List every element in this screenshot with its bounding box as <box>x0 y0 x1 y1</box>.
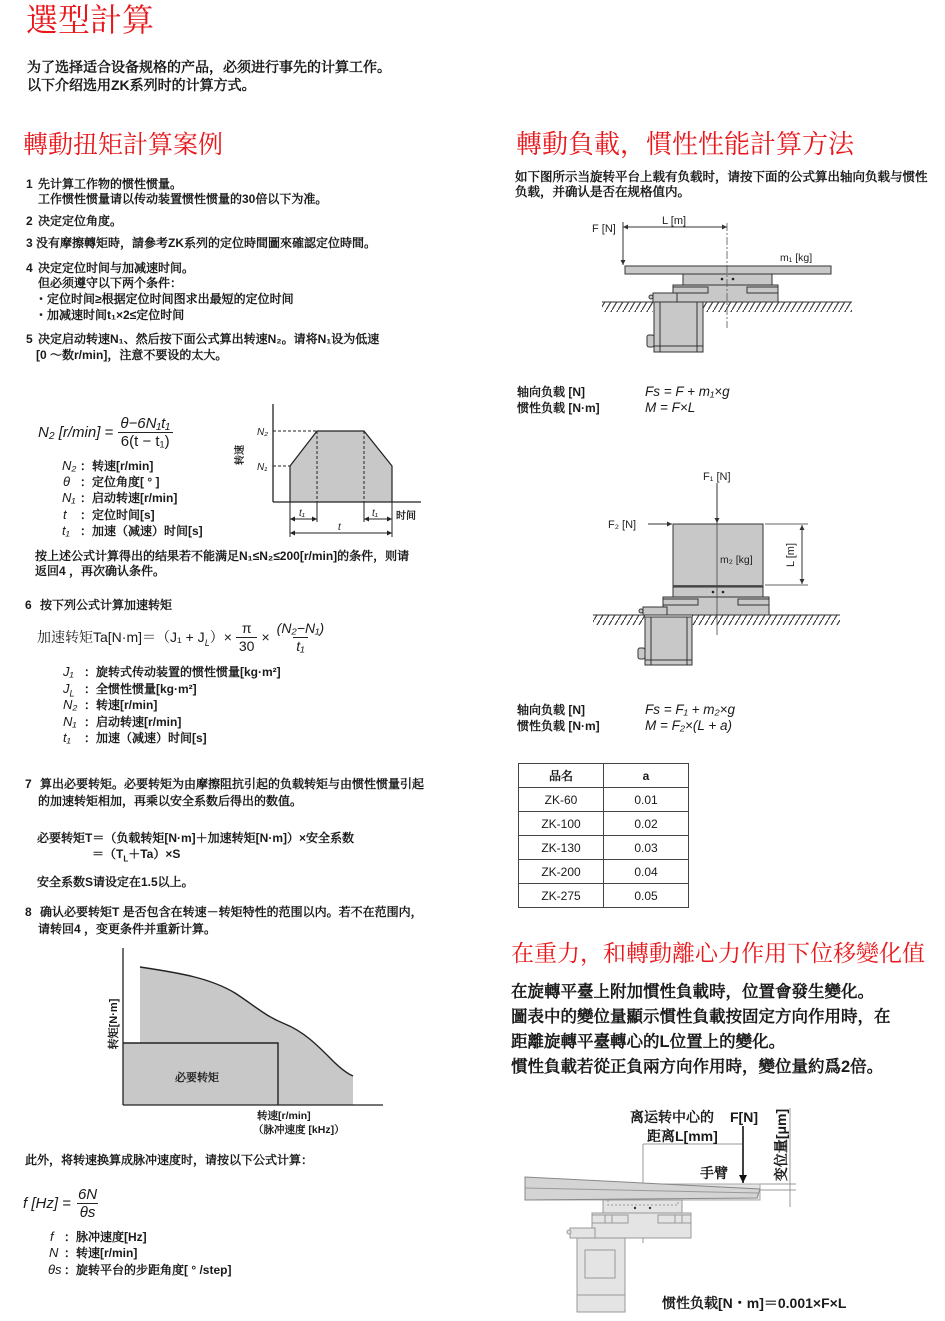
step-2-number: 2 <box>26 214 33 228</box>
pulse-frequency-formula <box>23 1185 104 1221</box>
required-torque-formula: 必要转矩T＝（负载转矩[N·m]＋加速转矩[N·m]）×安全系数 <box>37 831 354 845</box>
axial-load-label: 轴向负载 [N] <box>517 703 585 717</box>
column-header-model: 品名 <box>519 764 604 788</box>
pulse-formula-numerator: 6N <box>77 1185 98 1203</box>
load-description: 如下图所示当旋转平台上载有负载时，请按下面的公式算出轴向负载与惯性 <box>515 170 928 184</box>
jl-subscript: L <box>204 637 210 648</box>
model-offset-table <box>518 763 689 908</box>
step-5-text-cont: [0 ～数r/min]，注意不要设的太大。 <box>36 348 228 362</box>
load-plate <box>625 266 831 274</box>
f-def-symbol: f <box>50 1229 54 1244</box>
step-6-number: 6 <box>25 598 32 612</box>
lateral-load-diagram <box>590 466 845 671</box>
ta-def-symbol-base: J <box>63 681 70 696</box>
column-header-a: a <box>604 764 689 788</box>
motor-connector <box>647 335 654 347</box>
n2-condition-note: 按上述公式计算得出的结果若不能满足N₁≤N₂≤200[r/min]的条件，则请 <box>35 549 410 563</box>
axial-load-formula: Fs = F + m₁×g <box>645 384 730 399</box>
t-label: t <box>338 522 341 533</box>
displacement-text: 圖表中的變位量顯示慣性負載按固定方向作用時，在 <box>511 1008 891 1026</box>
step-3-number: 3 <box>26 236 33 250</box>
page-title: 選型計算 <box>26 2 155 38</box>
a-value-cell: 0.05 <box>604 884 689 908</box>
step-8-text-cont: 请转回4 ，变更条件并重新计算。 <box>38 922 217 936</box>
axial-load-formula: Fs = F₁ + m₂×g <box>645 702 736 717</box>
accel-torque-lhs-a: 加速转矩Ta[N·m]＝（J₁ + J <box>37 628 205 645</box>
table-marker-dot <box>721 278 724 281</box>
accel-torque-lhs <box>37 627 232 648</box>
required-torque-formula-cont <box>92 847 180 866</box>
n2-condition-note-cont: 返回4 ，再次确认条件。 <box>35 564 166 578</box>
base-flange <box>747 287 778 293</box>
lateral-force-label: F₂ [N] <box>608 519 637 531</box>
mass-label: m₂ [kg] <box>720 554 753 566</box>
speed-delta-fraction <box>274 620 327 655</box>
pulse-speed-axis-label: （脉冲速度 [kHz]） <box>253 1124 345 1136</box>
base-flange <box>592 1215 628 1223</box>
torque-axis-label: 转矩[N·m] <box>108 998 120 1050</box>
n2-formula-fraction <box>117 415 173 450</box>
a-value-cell: 0.01 <box>604 788 689 812</box>
axial-load-diagram <box>590 212 860 360</box>
n2-formula-lhs: N₂ [r/min] = <box>38 423 114 441</box>
a-value-cell: 0.02 <box>604 812 689 836</box>
table-marker-dot <box>649 1207 651 1209</box>
n2-def-symbol: θ <box>63 474 71 489</box>
motor-panel <box>585 1250 615 1278</box>
f-def-text: ：脉冲速度[Hz] <box>64 1230 147 1244</box>
force-label: F[N] <box>730 1109 758 1125</box>
load-section-heading: 轉動負載，慣性性能計算方法 <box>516 129 855 159</box>
accel-torque-lhs-b: ）× <box>209 628 232 645</box>
n2-def-symbol: N₁ <box>62 490 76 505</box>
step-4-condition-1: ・定位时间≥根据定位时间图求出最短的定位时间 <box>35 292 294 306</box>
n2-def-text: ：定位角度[ ° ] <box>80 475 160 489</box>
pi-numerator: π <box>241 619 252 636</box>
step-4-number: 4 <box>26 261 33 275</box>
rotary-table <box>603 1200 682 1213</box>
speed-time-graph <box>230 402 425 542</box>
ta-def-symbol: J₁ <box>63 664 74 679</box>
safety-factor-note: 安全系数S请设定在1.5以上。 <box>37 875 194 889</box>
step-2-text: 决定定位角度。 <box>38 214 123 228</box>
n2-def-symbol: N₂ <box>62 458 77 473</box>
displacement-section-heading: 在重力，和轉動離心力作用下位移變化值 <box>511 940 925 966</box>
a-value-cell: 0.04 <box>604 860 689 884</box>
motor-body <box>654 302 703 352</box>
displacement-text: 在旋轉平臺上附加慣性負載時，位置會發生變化。 <box>511 983 874 1001</box>
base-flange <box>673 287 708 293</box>
motor-body <box>645 617 692 665</box>
f-def-text: ：旋转平台的步距角度[ ° /step] <box>64 1263 232 1277</box>
n2-label: N₂ <box>257 427 269 438</box>
load-description-cont: 负载，并确认是否在规格值内。 <box>515 185 691 199</box>
rotary-table <box>673 587 763 597</box>
mount-knob <box>639 609 643 613</box>
inertia-load-label: 惯性负载 [N·m] <box>517 719 600 733</box>
step-1-number: 1 <box>26 177 33 191</box>
n2-def-text: ：加速（减速）时间[s] <box>80 524 203 538</box>
speed-axis-label: 转速 <box>235 445 246 465</box>
table-marker-dot <box>722 591 725 594</box>
step-4-condition-intro: 但必须遵守以下两个条件： <box>38 276 183 290</box>
n1-label: N₁ <box>257 462 268 473</box>
inertia-load-label: 惯性负载 [N·m] <box>517 401 600 415</box>
tl-subscript: L <box>123 854 129 864</box>
ground-hatch <box>602 302 653 312</box>
step-5-number: 5 <box>26 332 33 346</box>
speed-axis-label: 转速[r/min] <box>257 1110 311 1122</box>
n2-formula-numerator: θ−6N₁t₁ <box>120 414 171 432</box>
rotary-table <box>683 274 772 285</box>
ta-def-text: ：启动转速[r/min] <box>84 715 182 729</box>
step-8-text: 确认必要转矩T 是否包含在转速－转矩特性的范围以内。若不在范围内， <box>40 905 423 919</box>
step-7-text-cont: 的加速转矩相加，再乘以安全系数后得出的数值。 <box>38 794 303 808</box>
table-row <box>519 812 689 836</box>
ta-def-symbol: t₁ <box>63 730 71 745</box>
n2-formula <box>38 414 177 450</box>
step-1-text-cont: 工作惯性惯量请以传动装置惯性惯量的30倍以下为准。 <box>38 192 328 206</box>
table-row <box>519 884 689 908</box>
axial-force-label: F₁ [N] <box>703 471 731 483</box>
pi-over-30-fraction <box>236 620 258 655</box>
axial-load-label: 轴向负载 [N] <box>517 385 585 399</box>
inertia-load-formula: 惯性负载[N・m]＝0.001×F×L <box>662 1295 847 1311</box>
step-1-text: 先计算工作物的惯性惯量。 <box>38 177 183 191</box>
thirty-denominator: 30 <box>236 637 258 655</box>
base-flange <box>663 599 698 605</box>
f-def-symbol: N <box>49 1245 59 1260</box>
pulse-formula-fraction <box>75 1186 100 1221</box>
model-cell: ZK-100 <box>519 812 604 836</box>
pulse-formula-denominator: θs <box>77 1203 99 1221</box>
arm-label: 手臂 <box>700 1165 728 1181</box>
step-4-text: 决定定位时间与加减速时间。 <box>38 261 195 275</box>
table-row <box>519 860 689 884</box>
multiply-sign: × <box>261 629 270 645</box>
ta-def-text: ：全惯性惯量[kg·m²] <box>84 682 197 696</box>
table-marker-dot <box>732 278 735 281</box>
ta-def-text: ：加速（减速）时间[s] <box>84 731 207 745</box>
pulse-conversion-intro: 此外，将转速换算成脉冲速度时，请按以下公式计算： <box>25 1153 314 1167</box>
n2-def-text: ：启动转速[r/min] <box>80 491 178 505</box>
model-cell: ZK-200 <box>519 860 604 884</box>
torque-section-heading: 轉動扭矩計算案例 <box>23 131 224 159</box>
step-7-text: 算出必要转矩。必要转矩为由摩擦阻抗引起的负载转矩与由惯性惯量引起 <box>40 777 425 791</box>
n2-def-text: ：转速[r/min] <box>80 459 154 473</box>
n2-def-text: ：定位时间[s] <box>80 508 155 522</box>
intro-line-1: 为了选择适合设备规格的产品，必须进行事先的计算工作。 <box>27 59 391 75</box>
distance-label: 离运转中心的 <box>630 1109 714 1125</box>
step-8-number: 8 <box>25 905 32 919</box>
table-row <box>519 788 689 812</box>
table-header-row <box>519 764 689 788</box>
length-label: L [m] <box>662 215 687 227</box>
inertia-load-formula: M = F₂×(L + a) <box>645 718 733 733</box>
motor-mount <box>643 607 667 615</box>
mount-knob <box>567 1230 571 1234</box>
a-value-cell: 0.03 <box>604 836 689 860</box>
step-3-text: 没有摩擦轉矩時，請參考ZK系列的定位時間圖來確認定位時間。 <box>36 236 376 250</box>
table-marker-dot <box>634 1207 636 1209</box>
ta-def-symbol: N₁ <box>63 714 77 729</box>
formula-part: ＋Ta）×S <box>128 847 181 861</box>
mass-label: m₁ [kg] <box>780 252 813 264</box>
displacement-text: 慣性負載若從正負兩方向作用時，變位量約爲2倍。 <box>511 1058 884 1076</box>
f-def-symbol: θs <box>48 1262 62 1277</box>
ta-def-text: ：旋转式传动装置的惯性惯量[kg·m²] <box>84 665 281 679</box>
ground-hatch <box>692 615 840 625</box>
step-6-text: 按下列公式计算加速转矩 <box>40 598 173 612</box>
step-7-number: 7 <box>25 777 32 791</box>
table-row <box>519 836 689 860</box>
torque-speed-graph <box>100 940 390 1110</box>
step-4-condition-2: ・加减速时间t₁×2≤定位时间 <box>35 308 185 322</box>
force-label: F [N] <box>592 223 616 235</box>
ta-def-symbol-sub: L <box>69 688 75 699</box>
motor-connector <box>638 648 645 659</box>
t1-label: t₁ <box>372 508 378 519</box>
ta-def-text: ：转速[r/min] <box>84 698 158 712</box>
model-cell: ZK-130 <box>519 836 604 860</box>
mount-knob <box>649 295 653 299</box>
t1-label: t₁ <box>299 508 305 519</box>
n2-def-symbol: t₁ <box>62 523 70 538</box>
formula-part: ＝（T <box>92 847 124 861</box>
f-def-text: ：转速[r/min] <box>64 1246 138 1260</box>
time-axis-label: 时间 <box>396 511 416 522</box>
required-torque-label: 必要转矩 <box>175 1072 219 1084</box>
displacement-text: 距離旋轉平臺轉心的L位置上的變化。 <box>511 1033 786 1051</box>
n2-def-symbol: t <box>63 507 67 522</box>
inertia-load-formula: M = F×L <box>645 400 696 415</box>
height-label: L [m] <box>785 542 797 568</box>
ta-def-symbol: N₂ <box>63 697 78 712</box>
base-flange <box>738 599 769 605</box>
model-cell: ZK-275 <box>519 884 604 908</box>
ground-hatch <box>703 302 852 312</box>
speed-profile-area <box>290 431 392 502</box>
accel-torque-formula <box>37 620 331 654</box>
motor-mount <box>570 1228 595 1238</box>
motor-mount <box>653 293 677 302</box>
intro-line-2: 以下介绍选用ZK系列时的计算方式。 <box>27 77 256 93</box>
n2-formula-denominator: 6(t − t₁) <box>118 432 173 450</box>
t1-denominator: t₁ <box>293 637 307 655</box>
ground-hatch <box>593 615 645 625</box>
pulse-formula-lhs: f [Hz] = <box>23 1194 71 1212</box>
step-5-text: 决定启动转速N₁、然后按下面公式算出转速N₂。请将N₁设为低速 <box>38 332 380 346</box>
table-marker-dot <box>712 591 715 594</box>
distance-label-cont: 距离L[mm] <box>647 1128 718 1144</box>
speed-delta-numerator: (N₂−N₁) <box>276 619 325 636</box>
model-cell: ZK-60 <box>519 788 604 812</box>
displacement-axis-label: 变位量[μm] <box>773 1108 789 1182</box>
